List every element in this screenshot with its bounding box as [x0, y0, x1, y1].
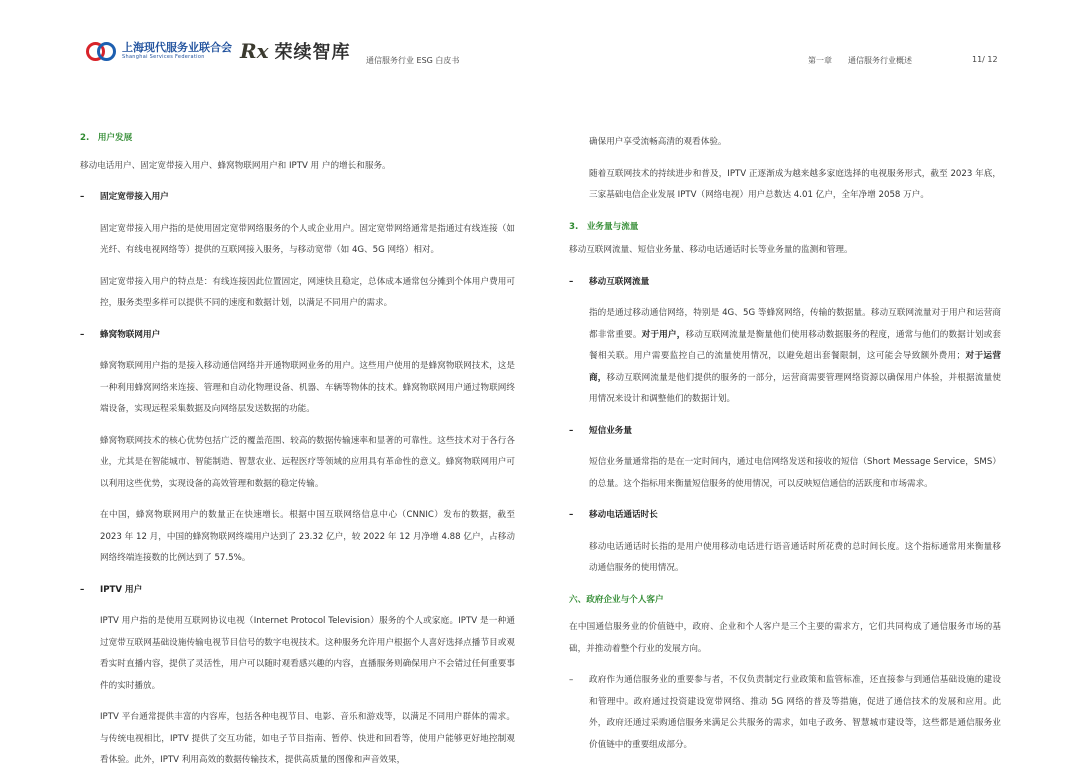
paragraph: 移动电话用户、固定宽带接入用户、蜂窝物联网用户和 IPTV 用 户的增长和服务。	[80, 160, 391, 171]
subsection-heading: – 移动互联网流量	[569, 272, 1001, 294]
subsection-heading: – 蜂窝物联网用户	[80, 325, 515, 347]
rx-logo-icon: Rx	[240, 39, 269, 63]
paragraph: 短信业务量通常指的是在一定时间内，通过电信网络发送和接收的短信（Short Message Service，SMS）的总量。这个指标用来衡量短信服务的使用情况，可以反映短信通信的活跃度和市场需求。	[589, 457, 1001, 489]
subsection-heading: – 短信业务量	[569, 421, 1001, 443]
federation-logo-icon	[86, 40, 116, 62]
paragraph: 指的是通过移动通信网络，特别是 4G、5G 等蜂窝网络，传输的数据量。移动互联网流量对于用户和运营商都非常重要。对于用户，移动互联网流量是衡量他们使用移动数据服务的程度，通常与他们的数据计划或套餐相关联。用户需要监控自己的流量使用情况，以避免超出套餐限制，这可能会导致额外费用；对于运营商，移动互联网流量是他们提供的服务的一部分，运营商需要管理网络资源以确保用户体验，并根据流量使用情况来设计和调整他们的数据计划。	[589, 308, 1001, 404]
dash-bullet: –	[569, 425, 574, 436]
logo2-name: 荣续智库	[274, 42, 351, 63]
dash-bullet: –	[569, 675, 574, 685]
page-header	[0, 0, 1080, 80]
right-column	[569, 132, 1001, 756]
logo1-name-cn: 上海现代服务业联合会	[122, 41, 232, 54]
left-column	[80, 128, 515, 782]
paragraph: 固定宽带接入用户的特点是：有线连接因此位置固定，网速快且稳定，总体成本通常包分摊到个体用户费用可控，服务类型多样可以提供不同的速度和数据计划，以满足不同用户的需求。	[100, 276, 515, 308]
paragraph: IPTV 平台通常提供丰富的内容库，包括各种电视节目、电影、音乐和游戏等，以满足不同用户群体的需求。与传统电视相比，IPTV 提供了交互功能，如电子节目指南、暂停、快进和回看等，使用户能够更好地控制观看体验。此外，IPTV 利用高效的数据传输技术，提供高质量的图像和声音效果，	[100, 712, 515, 765]
list-item: – 政府作为通信服务业的重要参与者，不仅负责制定行业政策和监管标准，还直接参与到通信基础设施的建设和管理中。政府通过投资建设宽带网络、推动 5G 网络的普及等措施，促进了通信技术的发展和应用。此外，政府还通过采购通信服务来满足公共服务的需求，如电子政务、智慧城市建设等，这些都是通信服务业价值链中的重要组成部分。	[569, 670, 1001, 756]
paragraph: 固定宽带接入用户指的是使用固定宽带网络服务的个人或企业用户。固定宽带网络通常是指通过有线连接（如光纤、有线电视网络等）提供的互联网接入服务，与移动宽带（如 4G、5G 网络）相对。	[100, 223, 515, 255]
document-title: 通信服务行业 ESG 白皮书	[366, 56, 460, 65]
section-heading-user-development: 2. 用户发展	[80, 133, 133, 143]
shanghai-services-federation-logo	[86, 40, 232, 62]
paragraph: 确保用户享受流畅高清的观看体验。	[589, 137, 727, 147]
logo1-name-en: Shanghai Services Federation	[122, 54, 205, 60]
section-heading-government-enterprise-individual: 六、政府企业与个人客户	[569, 594, 664, 605]
paragraph: 蜂窝物联网技术的核心优势包括广泛的覆盖范围、较高的数据传输速率和显著的可靠性。这些技术对于各行各业，尤其是在智能城市、智能制造、智慧农业、远程医疗等领域的应用具有革命性的意义。蜂窝物联网用户可以利用这些优势，实现设备的高效管理和数据的稳定传输。	[100, 435, 515, 489]
paragraph: 移动电话通话时长指的是用户使用移动电话进行语音通话时所花费的总时间长度。这个指标通常用来衡量移动通信服务的使用情况。	[589, 541, 1001, 573]
paragraph: 随着互联网技术的持续进步和普及，IPTV 正逐渐成为越来越多家庭选择的电视服务形式，截至 2023 年底，三家基础电信企业发展 IPTV（网络电视）用户总数达 4.01 亿户，全年净增 2058 万户。	[589, 168, 1001, 200]
dash-bullet: –	[569, 510, 574, 520]
dash-bullet: –	[80, 192, 85, 202]
dash-bullet: –	[80, 329, 85, 340]
paragraph: 在中国通信服务业的价值链中，政府、企业和个人客户是三个主要的需求方，它们共同构成了通信服务市场的基础，并推动着整个行业的发展方向。	[569, 622, 1001, 654]
chapter-title: 通信服务行业概述	[848, 56, 912, 65]
page-number: 11/ 12	[972, 55, 998, 64]
subsection-heading: – 移动电话通话时长	[569, 505, 1001, 527]
paragraph: 在中国，蜂窝物联网用户的数量正在快速增长。根据中国互联网络信息中心（CNNIC）发布的数据，截至 2023 年 12 月，中国的蜂窝物联网终端用户达到了 23.32 亿户，较 2022 年 12 月净增 4.88 亿户，占移动网络终端连接数的比例达到了 57.5%。	[100, 510, 515, 563]
paragraph: 蜂窝物联网用户指的是接入移动通信网络并开通物联网业务的用户。这些用户使用的是蜂窝物联网技术，这是一种利用蜂窝网络来连接、管理和自动化物理设备、机器、车辆等物体的技术。蜂窝物联网用户通过物联网终端设备，实现远程采集数据及向网络层发送数据的功能。	[100, 361, 515, 414]
chapter-label: 第一章	[808, 56, 832, 65]
paragraph: 移动互联网流量、短信业务量、移动电话通话时长等业务量的监测和管理。	[569, 245, 853, 255]
rongxu-think-tank-logo	[240, 38, 351, 64]
section-heading-business-volume: 3. 业务量与流量	[569, 221, 639, 232]
subsection-heading: – IPTV 用户	[80, 580, 515, 602]
paragraph: IPTV 用户指的是使用互联网协议电视（Internet Protocol Television）服务的个人或家庭。IPTV 是一种通过宽带互联网基础设施传输电视节目信号的数字电视技术。这种服务允许用户根据个人喜好选择点播节目或观看实时直播内容，提供了灵活性，用户可以随时观看感兴趣的内容，直播服务则确保用户不会错过任何重要事件的实时播放。	[100, 616, 515, 691]
subsection-heading: – 固定宽带接入用户	[80, 187, 515, 209]
dash-bullet: –	[569, 276, 574, 287]
dash-bullet: –	[80, 584, 85, 595]
